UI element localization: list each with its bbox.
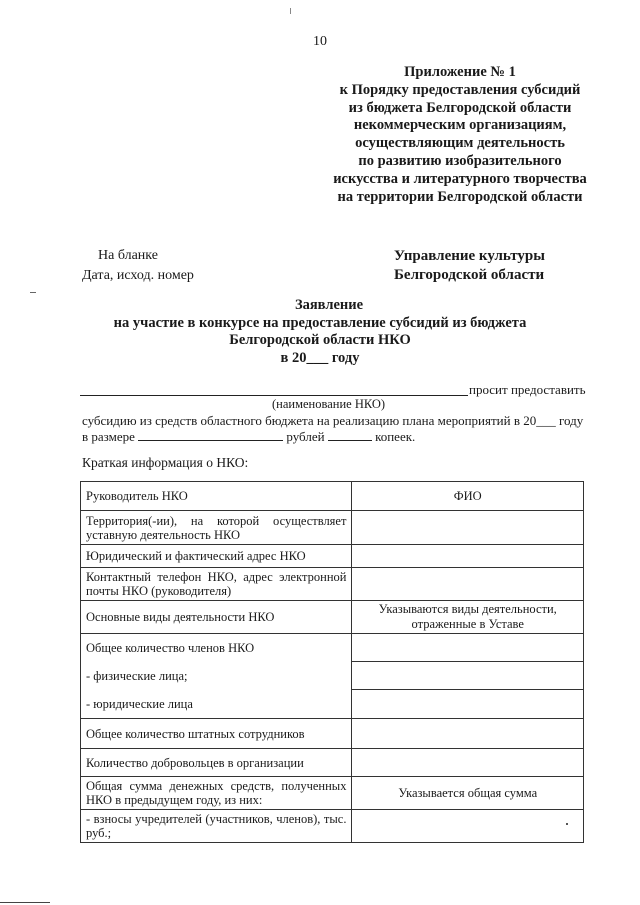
row-label: Юридический и фактический адрес НКО bbox=[81, 545, 352, 568]
scan-mark bbox=[30, 292, 36, 293]
kopecks-label: копеек. bbox=[375, 429, 416, 444]
appendix-line: из бюджета Белгородской области bbox=[348, 99, 572, 116]
row-label: - юридические лица bbox=[86, 697, 193, 711]
amount-prefix: в размере bbox=[82, 429, 135, 444]
members-values bbox=[352, 634, 584, 719]
row-value bbox=[352, 568, 584, 601]
row-label: Количество добровольцев в организации bbox=[81, 749, 352, 777]
row-value bbox=[352, 545, 584, 568]
row-value bbox=[352, 749, 584, 777]
table-row bbox=[81, 601, 584, 634]
row-label: - физические лица; bbox=[86, 669, 188, 683]
table-row bbox=[81, 545, 584, 568]
request-text: просит предоставить bbox=[469, 382, 586, 397]
appendix-line: по развитию изобразительного bbox=[358, 152, 562, 169]
row-label: Общее количество штатных сотрудников bbox=[81, 719, 352, 749]
table-row bbox=[81, 810, 584, 843]
title-line: Белгородской области НКО bbox=[229, 332, 411, 348]
date-number-line: Дата, исход. номер bbox=[82, 268, 194, 283]
row-label: Общее количество членов НКО bbox=[86, 641, 255, 655]
letterhead-line: На бланке bbox=[98, 248, 158, 263]
document-title bbox=[0, 297, 640, 367]
subsidy-purpose-line: субсидию из средств областного бюджета на реализацию плана мероприятий в 20___ году bbox=[82, 413, 584, 428]
table-row bbox=[81, 511, 584, 545]
row-label: Руководитель НКО bbox=[81, 482, 352, 511]
table-row bbox=[81, 568, 584, 601]
appendix-line: искусства и литературного творчества bbox=[333, 170, 587, 187]
row-value bbox=[352, 810, 584, 843]
scan-mark bbox=[566, 823, 568, 825]
brief-info-heading: Краткая информация о НКО: bbox=[82, 455, 249, 470]
row-value bbox=[352, 662, 583, 690]
table-row bbox=[81, 719, 584, 749]
table-row bbox=[81, 777, 584, 810]
row-label: Территория(-ии), на которой осуществляет уставную деятельность НКО bbox=[81, 511, 352, 545]
page-number: 10 bbox=[313, 34, 327, 49]
scan-mark bbox=[290, 8, 291, 14]
members-labels bbox=[81, 634, 352, 719]
row-value bbox=[352, 719, 584, 749]
letterhead-note bbox=[82, 246, 194, 286]
row-label: - взносы учредителей (участников, членов), тыс. руб.; bbox=[81, 810, 352, 843]
row-value bbox=[352, 634, 583, 662]
nko-info-table bbox=[80, 481, 584, 843]
recipient-line: Белгородской области bbox=[394, 267, 545, 283]
appendix-line: некоммерческим организациям, bbox=[353, 117, 567, 134]
row-value: ФИО bbox=[352, 482, 584, 511]
members-group bbox=[81, 634, 584, 719]
nko-name-blank bbox=[80, 395, 468, 396]
scan-mark bbox=[0, 902, 50, 903]
row-value: Указываются виды деятельности, отраженные в Уставе bbox=[352, 601, 584, 634]
appendix-line: на территории Белгородской области bbox=[337, 188, 583, 205]
rubles-blank bbox=[138, 429, 283, 441]
nko-name-hint: (наименование НКО) bbox=[272, 397, 386, 411]
title-line: Заявление bbox=[294, 297, 364, 313]
row-value: Указывается общая сумма bbox=[352, 777, 584, 810]
table-row bbox=[81, 482, 584, 511]
appendix-line: к Порядку предоставления субсидий bbox=[339, 81, 581, 98]
row-label: Основные виды деятельности НКО bbox=[81, 601, 352, 634]
row-label: Контактный телефон НКО, адрес электронной почты НКО (руководителя) bbox=[81, 568, 352, 601]
title-line: в 20___ году bbox=[280, 349, 360, 366]
title-line: на участие в конкурсе на предоставление субсидий из бюджета bbox=[113, 314, 527, 331]
recipient-line: Управление культуры bbox=[394, 248, 545, 264]
appendix-header bbox=[300, 64, 620, 206]
appendix-line: Приложение № 1 bbox=[404, 64, 516, 80]
row-value bbox=[352, 511, 584, 545]
amount-line bbox=[82, 429, 415, 445]
row-value bbox=[352, 690, 583, 718]
kopecks-blank bbox=[328, 429, 372, 441]
recipient-block bbox=[394, 247, 545, 285]
appendix-line: осуществляющим деятельность bbox=[355, 135, 565, 152]
table-row bbox=[81, 749, 584, 777]
row-label: Общая сумма денежных средств, полученных НКО в предыдущем году, из них: bbox=[81, 777, 352, 810]
rubles-label: рублей bbox=[286, 429, 325, 444]
members-value-grid bbox=[352, 634, 583, 718]
